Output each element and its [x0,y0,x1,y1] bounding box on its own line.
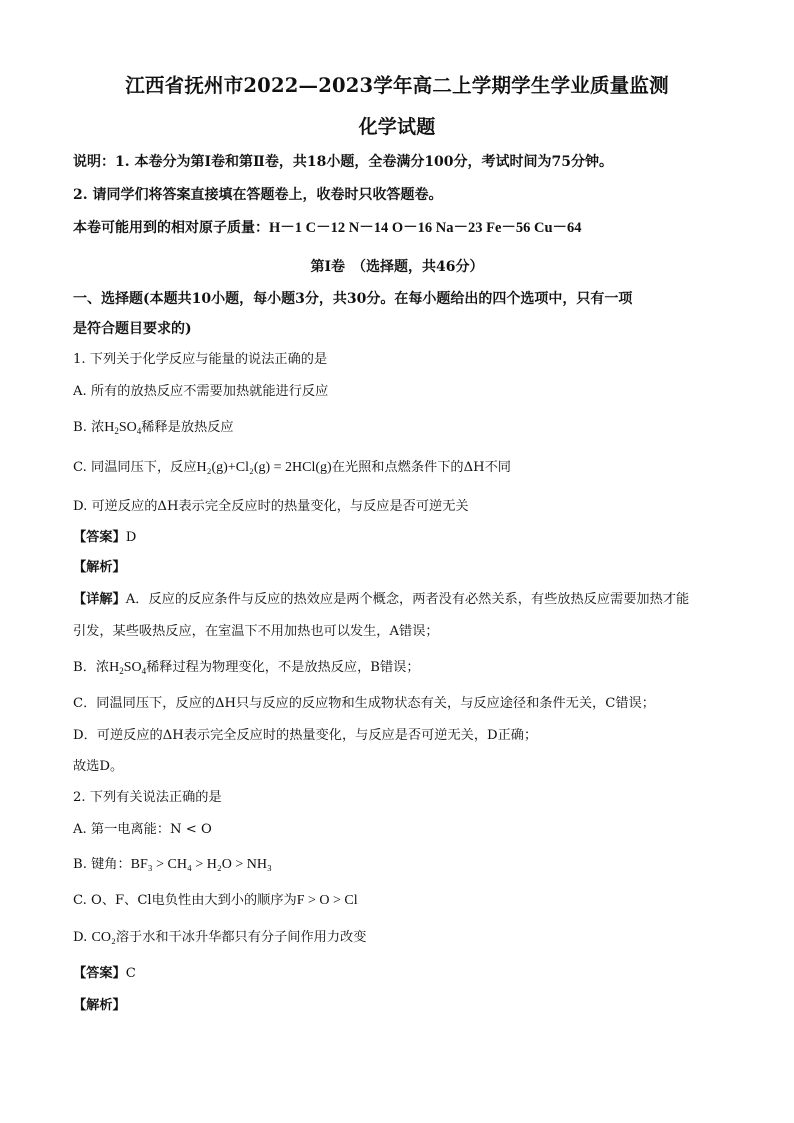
q2-option-c [73,889,358,909]
formula-part: SO [118,420,137,435]
q2-option-d [73,926,366,946]
q1-detail-a-line-1 [73,588,689,607]
q1-detail-b-prefix: B．浓 [73,660,110,675]
q1-option-c [73,456,511,476]
q1-option-d: D. 可逆反应的ΔH表示完全反应时的热量变化，与反应是否可逆无关 [73,499,469,514]
q2-option-c-expression: F > O > Cl [296,893,358,908]
q2-stem: 2. 下列有关说法正确的是 [73,790,222,805]
q1-option-b-suffix: 稀释是放热反应 [141,420,234,435]
q2-option-b-expression: BF₃ > CH₄ > H₂O > NH₃ [130,857,272,872]
q1-option-c-suffix: 在光照和点燃条件下的ΔH不同 [331,460,511,475]
atomic-mass-line [73,216,582,237]
q1-detail-c: C．同温同压下，反应的ΔH只与反应的反应物和生成物状态有关，与反应途径和条件无关，C错误； [73,696,655,711]
formula-part: H [109,660,120,675]
q1-option-a: A. 所有的放热反应不需要加热就能进行反应 [73,384,329,399]
detail-tag: 【详解】 [73,592,126,607]
q2-option-b [73,853,272,873]
q1-stem: 1. 下列关于化学反应与能量的说法正确的是 [73,352,328,367]
q1-conclusion: 故选D。 [73,759,124,774]
analysis-tag: 【解析】 [73,560,126,575]
q1-analysis [73,556,126,575]
q1-detail-a-line-2: 引发，某些吸热反应，在室温下不用加热也可以发生，A错误； [73,624,439,639]
formula-subscript: 2 [119,666,124,676]
q1-option-c-equation: H₂(g)+Cl₂(g) = 2HCl(g) [196,460,332,475]
formula-subscript: 4 [141,666,147,676]
exam-title: 江西省抚州市2022—2023学年高二上学期学生学业质量监测 [125,74,669,97]
formula-subscript: 2 [114,426,119,436]
q2-option-a: A. 第一电离能：N < O [73,822,212,837]
section1-instruction-line-2: 是符合题目要求的) [73,321,192,337]
answer-value: D [125,530,137,545]
q1-option-b-formula [104,420,141,435]
formula-subscript: 4 [136,426,142,436]
q2-option-d-suffix: 溶于水和干冰升华都只有分子间作用力改变 [115,930,367,945]
q1-detail-b-formula [109,660,146,675]
analysis-tag: 【解析】 [73,998,126,1013]
detail-text: A．反应的反应条件与反应的热效应是两个概念，两者没有必然关系，有些放热反应需要加热才能 [125,592,690,607]
formula-part: SO [123,660,142,675]
answer-value: C [125,966,136,981]
q1-detail-b [73,656,420,676]
q1-option-c-prefix: C. 同温同压下，反应 [73,460,197,475]
q2-option-c-prefix: C. O、F、Cl电负性由大到小的顺序为 [73,893,297,908]
instruction-line-2: 2. 请同学们将答案直接填在答题卷上，收卷时只收答题卷。 [73,187,443,203]
atomic-mass-label: 本卷可能用到的相对原子质量： [73,220,269,236]
q1-detail-b-suffix: 稀释过程为物理变化，不是放热反应，B错误； [146,660,420,675]
formula-part: H [104,420,115,435]
q1-option-b-prefix: B. 浓 [73,420,105,435]
q2-answer [73,962,136,981]
answer-tag: 【答案】 [73,966,126,981]
q2-option-b-prefix: B. 键角： [73,857,131,872]
q1-detail-d: D．可逆反应的ΔH表示完全反应时的热量变化，与反应是否可逆无关，D正确； [73,728,538,743]
q1-option-b [73,416,234,436]
q2-analysis [73,994,126,1013]
exam-subtitle: 化学试题 [358,116,436,138]
instruction-line-1: 说明：1. 本卷分为第Ⅰ卷和第Ⅱ卷，共18小题，全卷满分100分，考试时间为75分钟。 [73,154,614,170]
section1-instruction-line-1: 一、选择题(本题共10小题，每小题3分，共30分。在每小题给出的四个选项中，只有一项 [73,291,633,307]
q2-option-d-formula: CO₂ [91,930,116,945]
atomic-mass-values: H－1 C－12 N－14 O－16 Na－23 Fe－56 Cu－64 [269,220,582,236]
q2-option-d-prefix: D. [73,930,92,945]
part1-heading: 第Ⅰ卷 （选择题，共46分） [310,259,484,275]
answer-tag: 【答案】 [73,530,126,545]
q1-answer [73,526,136,545]
